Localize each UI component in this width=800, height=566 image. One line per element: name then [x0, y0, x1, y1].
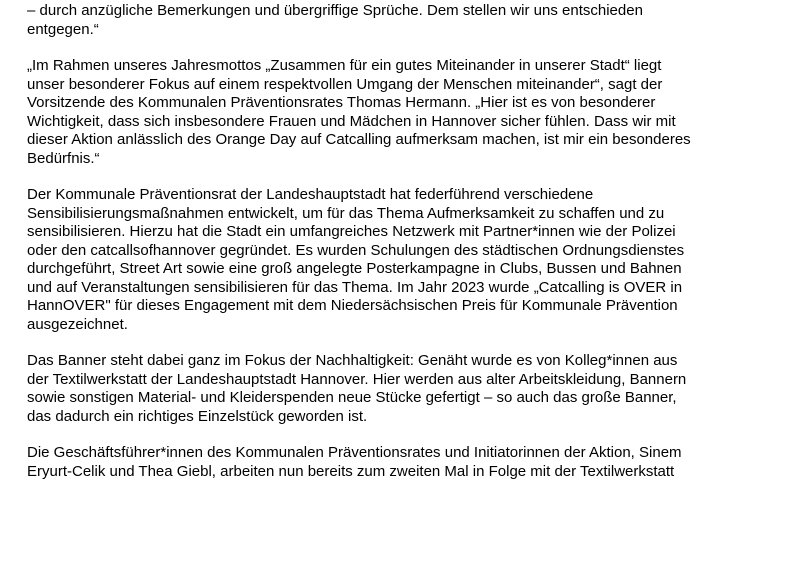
text-line: Die Geschäftsführer*innen des Kommunalen Präventionsrates und Initiatorinnen der Aktion, Sinem	[27, 444, 682, 461]
text-line: und auf Veranstaltungen sensibilisieren für das Thema. Im Jahr 2023 wurde „Catcalling is OVER in	[27, 278, 683, 296]
paragraph-2	[27, 57, 787, 168]
text-line: entgegen.“	[27, 20, 99, 38]
text-line: Eryurt-Celik und Thea Giebl, arbeiten nun bereits zum zweiten Mal in Folge mit der Textilwerkstatt	[27, 462, 675, 480]
text-line: HannOVER" für dieses Engagement mit dem Niedersächsischen Preis für Kommunale Prävention	[27, 297, 678, 314]
text-line: Vorsitzende des Kommunalen Präventionsrates Thomas Hermann. „Hier ist es von besonderer	[27, 94, 656, 111]
text-line: durchgeführt, Street Art sowie eine groß angelegte Posterkampagne in Clubs, Bussen und Bahnen	[27, 260, 682, 277]
text-line: Das Banner steht dabei ganz im Fokus der Nachhaltigkeit: Genäht wurde es von Kolleg*innen aus	[27, 352, 678, 369]
text-line: Der Kommunale Präventionsrat der Landeshauptstadt hat federführend verschiedene	[27, 186, 594, 203]
text-line: ausgezeichnet.	[27, 315, 128, 333]
paragraph-4	[27, 352, 787, 426]
text-line: sowie sonstigen Material- und Kleiderspenden neue Stücke gefertigt – so auch das große Banner,	[27, 389, 677, 406]
text-line: der Textilwerkstatt der Landeshauptstadt Hannover. Hier werden aus alter Arbeitskleidung, Bannern	[27, 370, 687, 388]
text-line: Sensibilisierungsmaßnahmen entwickelt, um für das Thema Aufmerksamkeit zu schaffen und zu	[27, 204, 665, 222]
document-body	[27, 0, 787, 499]
text-line: unser besonderer Fokus auf einem respektvollen Umgang der Menschen miteinander“, sagt der	[27, 75, 663, 93]
text-line: sensibilisieren. Hierzu hat die Stadt ein umfangreiches Netzwerk mit Partner*innen wie der Polizei	[27, 223, 676, 240]
text-line: dieser Aktion anlässlich des Orange Day auf Catcalling aufmerksam machen, ist mir ein besonderes	[27, 131, 691, 148]
text-line: Wichtigkeit, dass sich insbesondere Frauen und Mädchen in Hannover sicher fühlen. Dass wir mit	[27, 112, 676, 130]
text-line: Bedürfnis.“	[27, 149, 100, 167]
paragraph-5	[27, 444, 787, 481]
paragraph-3	[27, 186, 787, 334]
paragraph-1	[27, 2, 787, 39]
text-line: oder den catcallsofhannover gegründet. Es wurden Schulungen des städtischen Ordnungsdienstes	[27, 241, 685, 259]
text-line: – durch anzügliche Bemerkungen und übergriffige Sprüche. Dem stellen wir uns entschieden	[27, 2, 643, 19]
text-line: „Im Rahmen unseres Jahresmottos „Zusammen für ein gutes Miteinander in unserer Stadt“ liegt	[27, 57, 662, 74]
text-line: das dadurch ein richtiges Einzelstück geworden ist.	[27, 407, 368, 425]
